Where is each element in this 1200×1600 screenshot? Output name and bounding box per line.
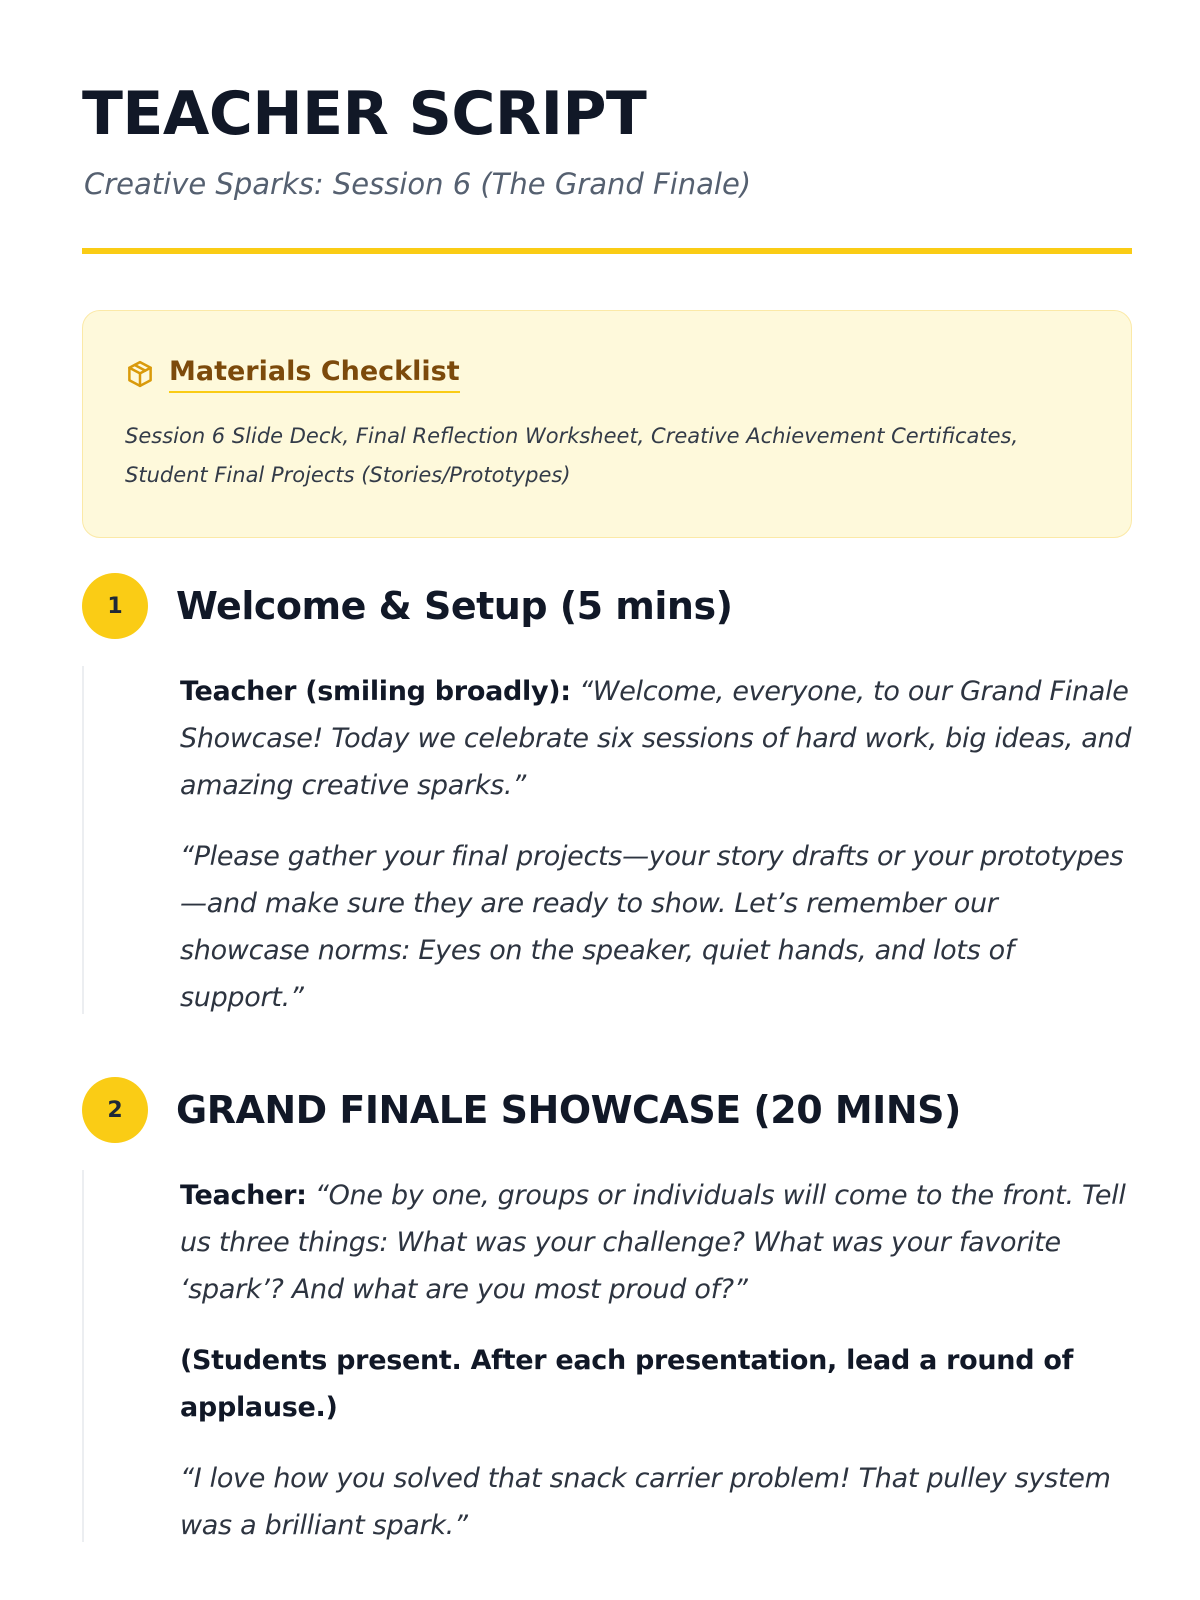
section-number-badge: 1 [82,573,148,639]
section-number-badge: 2 [82,1077,148,1143]
script-paragraph [180,668,1132,809]
section-heading-1 [82,573,732,639]
materials-checklist-callout [82,310,1132,538]
script-quote: “Welcome, everyone, to our Grand Finale Showcase! Today we celebrate six sessions of hard work, big ideas, and amazing creative sparks.” [180,676,1132,801]
script-paragraph [180,1172,1132,1313]
speaker-label: Teacher: [180,1180,307,1211]
script-quote: “I love how you solved that snack carrier problem! That pulley system was a brilliant spark.” [180,1463,1111,1541]
materials-checklist-title: Materials Checklist [169,355,460,393]
section-title: Welcome & Setup (5 mins) [176,584,733,628]
section-body-2 [82,1170,1132,1542]
script-quote: “One by one, groups or individuals will come to the front. Tell us three things: What was your challenge? What was your favorite ‘spark’? And what are you most proud of?” [180,1180,1126,1305]
speaker-label: Teacher (smiling broadly): [180,676,571,707]
script-quote: “Please gather your final projects—your story drafts or your prototypes—and make sure they are ready to show. Let’s remember our showcase norms: Eyes on the speaker, quiet hands, and lots of support.” [180,841,1124,1013]
stage-direction: (Students present. After each presentation, lead a round of applause.) [180,1345,1074,1423]
page-subtitle: Creative Sparks: Session 6 (The Grand Finale) [84,167,752,201]
section-heading-2 [82,1077,961,1143]
header-divider [82,248,1132,254]
materials-header [125,355,460,393]
section-body-1 [82,666,1132,1014]
package-box-icon [125,359,155,389]
materials-list-text: Session 6 Slide Deck, Final Reflection Worksheet, Creative Achievement Certificates, Student Final Projects (Stories/Prototypes) [125,424,1019,487]
page-title: TEACHER SCRIPT [82,79,647,149]
section-title: GRAND FINALE SHOWCASE (20 MINS) [176,1088,961,1132]
script-paragraph [180,833,1132,1021]
script-paragraph [180,1455,1132,1549]
